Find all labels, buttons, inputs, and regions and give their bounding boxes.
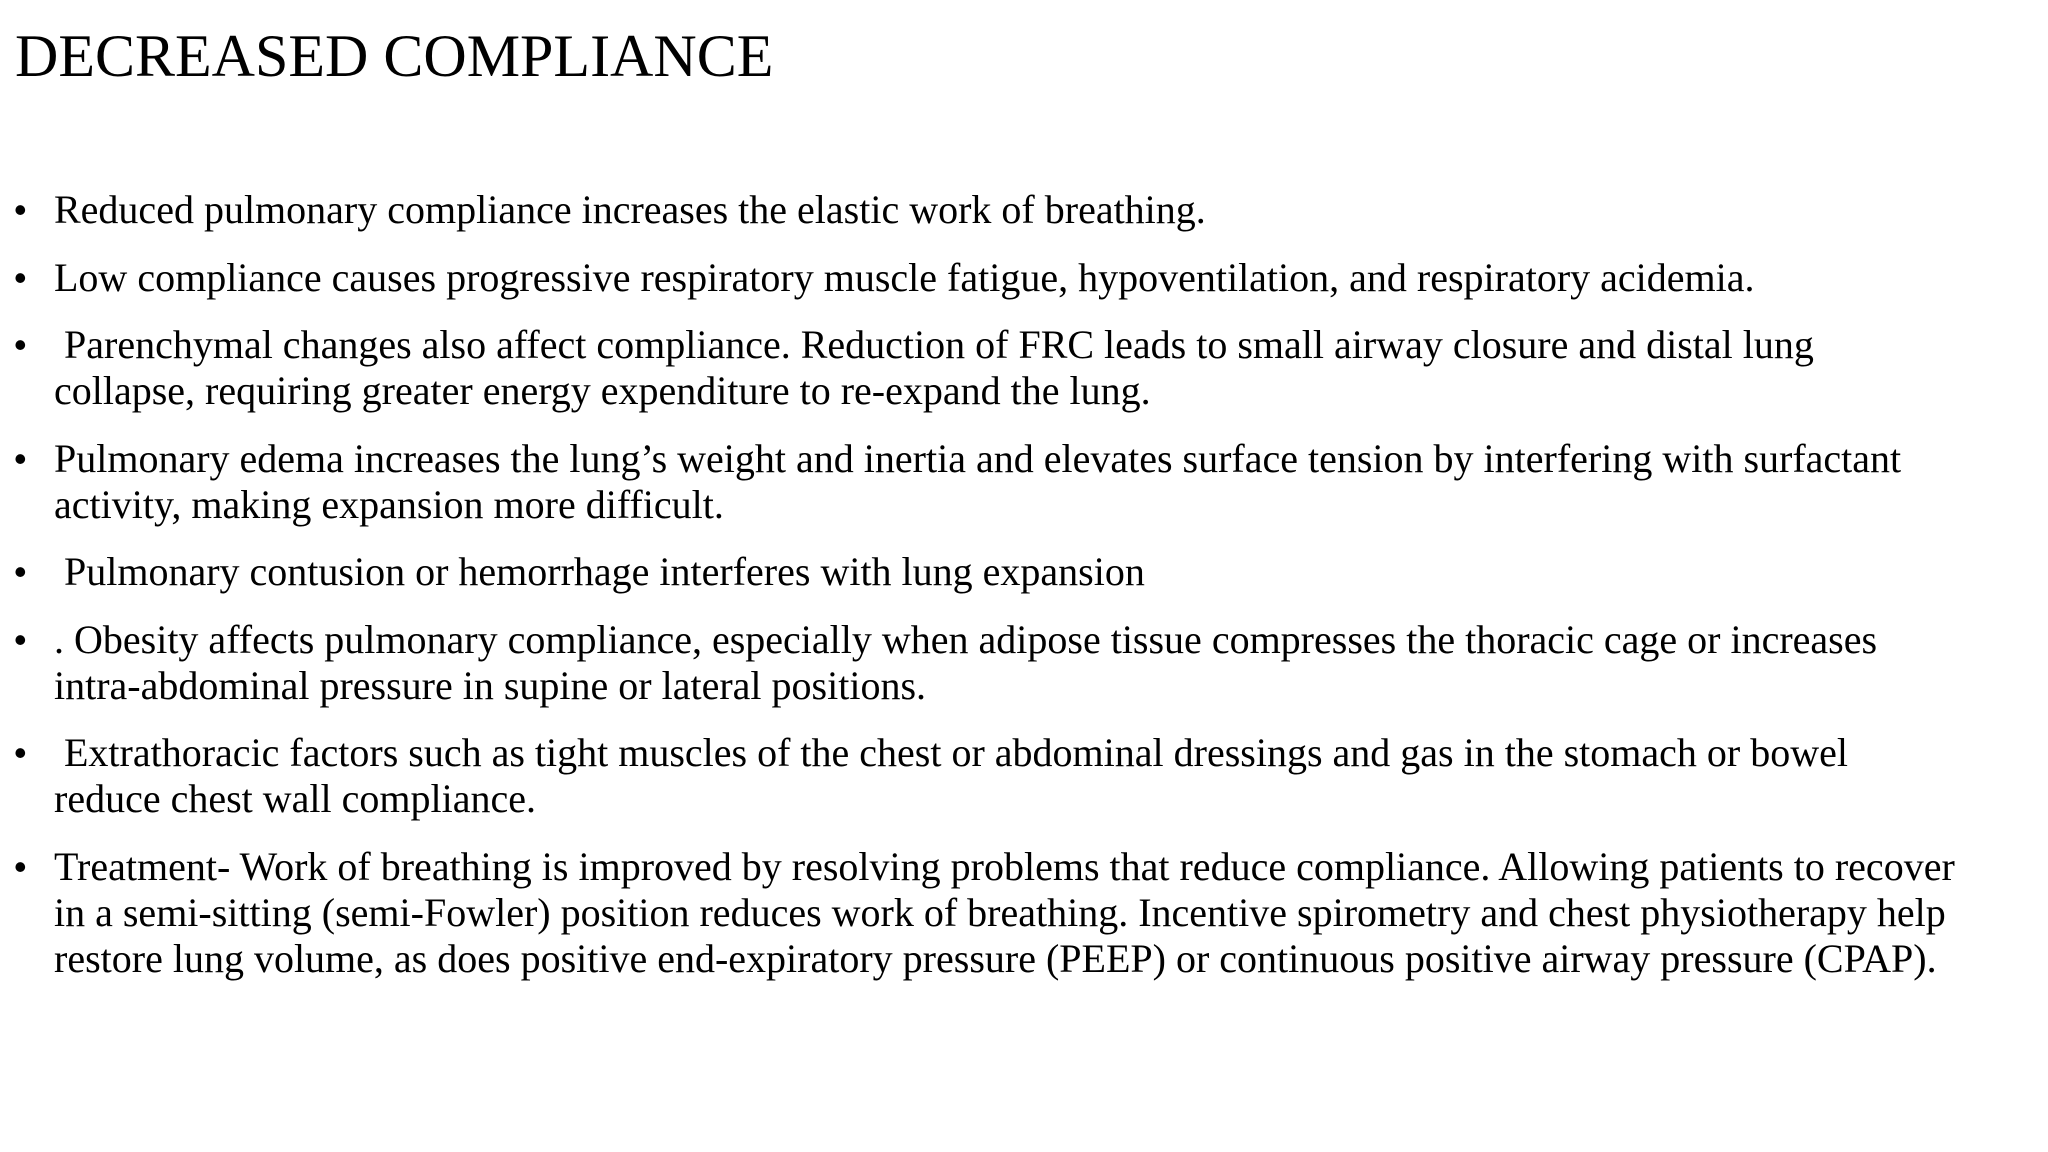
bullet-item [0,730,1960,822]
bullet-text: Reduced pulmonary compliance increases the elastic work of breathing. [54,187,1206,232]
bullet-item [0,843,1965,982]
bullet-item [0,436,1960,528]
bullet-icon: • [14,732,27,773]
bullet-icon: • [14,437,27,479]
bullet-icon: • [14,618,27,660]
bullet-item [0,617,1960,709]
slide-title: DECREASED COMPLIANCE [15,23,774,89]
bullet-icon: • [14,256,27,298]
bullet-icon: • [14,324,27,365]
bullet-text: Parenchymal changes also affect compliance. Reduction of FRC leads to small airway closure and distal lung collapse, requiring greater energy expenditure to re-expand the lung. [54,322,1824,413]
bullet-list [0,187,1965,1003]
bullet-text: Pulmonary contusion or hemorrhage interferes with lung expansion [54,549,1145,594]
bullet-item [0,187,1960,233]
bullet-icon: • [14,551,27,592]
bullet-text: Treatment- Work of breathing is improved by resolving problems that reduce compliance. Allowing patients to recover in a semi-sitting (semi-Fowler) position reduces work of breathing. Incentive spirometry and chest physiotherapy help restore lung volume, as does positive end-expiratory pressure (PEEP) or continuous positive airway pressure (CPAP). [54,843,1965,981]
bullet-item [0,322,1960,414]
bullet-icon: • [14,845,27,887]
bullet-item [0,549,1960,595]
bullet-text: Low compliance causes progressive respiratory muscle fatigue, hypoventilation, and respiratory acidemia. [54,254,1755,300]
bullet-text: Extrathoracic factors such as tight muscles of the chest or abdominal dressings and gas in the stomach or bowel reduce chest wall compliance. [54,730,1858,821]
bullet-item [0,255,1960,301]
bullet-icon: • [14,189,27,230]
bullet-text: Pulmonary edema increases the lung’s weight and inertia and elevates surface tension by interfering with surfactant activity, making expansion more difficult. [54,435,1912,527]
bullet-text: . Obesity affects pulmonary compliance, especially when adipose tissue compresses the thoracic cage or increases intra-abdominal pressure in supine or lateral positions. [54,616,1888,708]
